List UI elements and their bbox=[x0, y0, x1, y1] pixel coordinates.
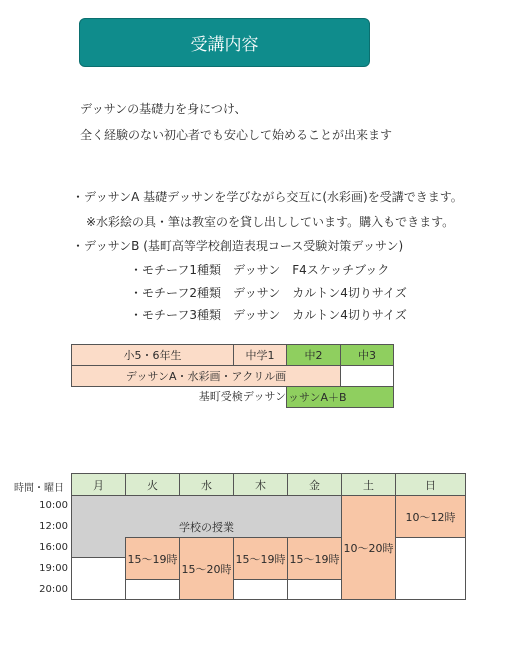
time-label-1900: 19:00 bbox=[39, 563, 68, 574]
thu-lesson-block: 15～19時 bbox=[233, 537, 288, 580]
day-header-fri: 金 bbox=[287, 473, 342, 496]
grade-header-jh2: 中2 bbox=[286, 344, 341, 366]
day-header-tue: 火 bbox=[125, 473, 180, 496]
grade-header-elementary: 小5・6年生 bbox=[71, 344, 234, 366]
day-header-mon: 月 bbox=[71, 473, 126, 496]
sun-lesson-block: 10～12時 bbox=[395, 495, 466, 538]
course-a-note: ※水彩絵の具・筆は教室のを貸し出ししています。購入もできます。 bbox=[86, 215, 455, 229]
tue-lesson-block: 15～19時 bbox=[125, 537, 180, 580]
grade-row-empty bbox=[340, 365, 394, 387]
thu-free-block bbox=[233, 579, 288, 600]
time-label-1200: 12:00 bbox=[39, 521, 68, 532]
intro-line-1: デッサンの基礎力を身につけ、 bbox=[80, 102, 247, 116]
fri-lesson-block: 15～19時 bbox=[287, 537, 342, 580]
motif-2: ・モチーフ2種類 デッサン カルトン4切りサイズ bbox=[130, 286, 407, 300]
wed-lesson-block: 15～20時 bbox=[179, 537, 234, 600]
fri-free-block bbox=[287, 579, 342, 600]
day-header-sat: 土 bbox=[341, 473, 396, 496]
grade-row-motomachi: ッサンA＋B bbox=[286, 386, 394, 408]
section-heading: 受講内容 bbox=[79, 18, 370, 67]
intro-line-2: 全く経験のない初心者でも安心して始めることが出来ます bbox=[80, 128, 393, 142]
course-a: ・デッサンA 基礎デッサンを学びながら交互に(水彩画)を受講できます。 bbox=[72, 190, 463, 204]
time-label-2000: 20:00 bbox=[39, 584, 68, 595]
grade-header-jh3: 中3 bbox=[340, 344, 394, 366]
mon-free-block bbox=[71, 557, 126, 600]
day-header-thu: 木 bbox=[233, 473, 288, 496]
grade-row-motomachi-label: 基町受検デッサン bbox=[198, 390, 286, 403]
school-block: 学校の授業 bbox=[71, 495, 342, 558]
sat-lesson-block: 10～20時 bbox=[341, 495, 396, 600]
motif-1: ・モチーフ1種類 デッサン F4スケッチブック bbox=[130, 263, 390, 277]
grade-header-jh1: 中学1 bbox=[233, 344, 287, 366]
time-label-1000: 10:00 bbox=[39, 500, 68, 511]
schedule-corner-label: 時間・曜日 bbox=[14, 483, 64, 494]
course-b: ・デッサンB (基町高等学校創造表現コース受験対策デッサン) bbox=[72, 239, 404, 253]
motif-3: ・モチーフ3種類 デッサン カルトン4切りサイズ bbox=[130, 308, 407, 322]
sun-free-block bbox=[395, 537, 466, 600]
day-header-wed: 水 bbox=[179, 473, 234, 496]
tue-free-block bbox=[125, 579, 180, 600]
day-header-sun: 日 bbox=[395, 473, 466, 496]
time-label-1600: 16:00 bbox=[39, 542, 68, 553]
grade-row-dessin-a: デッサンA・水彩画・アクリル画 bbox=[71, 365, 341, 387]
